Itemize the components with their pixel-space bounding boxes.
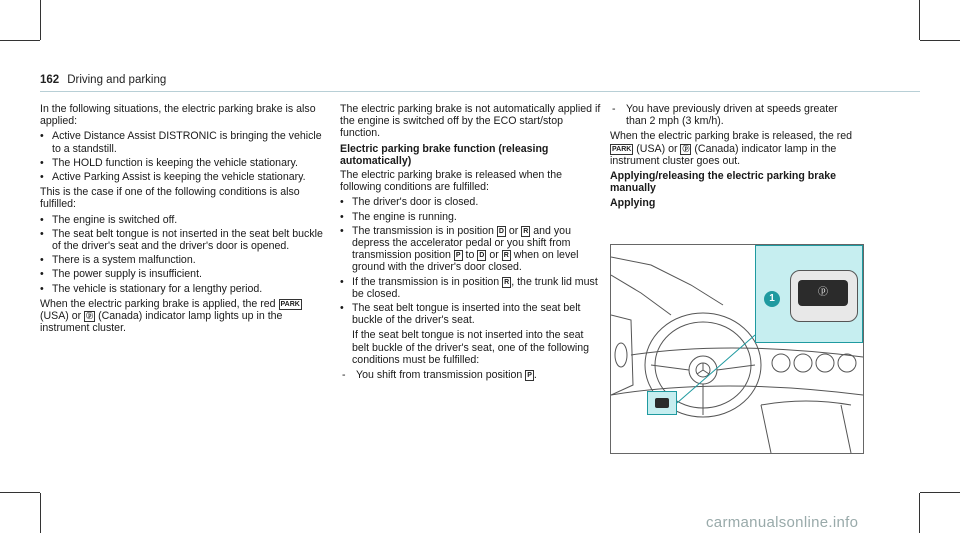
text: (Canada) indicator lamp lights up in the instrument cluster. bbox=[40, 310, 283, 335]
park-symbol-icon: PARK bbox=[612, 145, 632, 153]
dash-top-line bbox=[631, 348, 863, 357]
watermark: carmanualsonline.info bbox=[706, 514, 859, 531]
console-lines bbox=[761, 405, 851, 453]
gear-p-symbol-icon: P bbox=[527, 372, 532, 380]
list-item: - You have previously driven at speeds greater than 2 mph (3 km/h). bbox=[610, 103, 860, 127]
vent bbox=[816, 354, 834, 372]
text: If the transmission is in position bbox=[352, 275, 500, 288]
crop-mark bbox=[920, 40, 960, 41]
callout-number bbox=[764, 291, 780, 307]
gear-p-symbol-icon: P bbox=[455, 252, 461, 260]
text: If the seat belt tongue is not inserted into the seat belt buckle of the driver's seat, one of the following conditions must be fulfilled: bbox=[352, 329, 589, 366]
text: You shift from transmission position bbox=[356, 369, 523, 382]
text: or bbox=[508, 224, 519, 237]
list-item: • The vehicle is stationary for a lengthy period. bbox=[40, 283, 330, 295]
header-rule bbox=[40, 91, 920, 92]
side-vent bbox=[615, 343, 627, 367]
pillar-line bbox=[611, 275, 671, 315]
list-item: • Active Distance Assist DISTRONIC is bringing the vehicle to a standstill. bbox=[40, 130, 330, 154]
callout-inset bbox=[755, 245, 863, 343]
text: and you depress the accelerator pedal or you shift from transmission position bbox=[352, 224, 571, 262]
text: The transmission is in position bbox=[352, 224, 494, 237]
windshield-line bbox=[611, 257, 723, 305]
parking-brake-symbol-icon: ⓟ bbox=[682, 145, 690, 153]
bullet-list bbox=[340, 196, 602, 366]
list-item bbox=[340, 225, 602, 274]
vent bbox=[794, 354, 812, 372]
bullet-list bbox=[40, 130, 330, 183]
crop-mark bbox=[920, 492, 960, 493]
crop-mark bbox=[919, 493, 920, 533]
text: , the trunk lid must be closed. bbox=[352, 275, 598, 300]
list-item: • The HOLD function is keeping the vehicle stationary. bbox=[40, 157, 330, 169]
gear-r-symbol-icon: R bbox=[504, 278, 510, 286]
column-2 bbox=[340, 103, 602, 384]
callout-label: 1 bbox=[769, 293, 775, 304]
section-heading: Electric parking brake function (releasing automatically) bbox=[340, 142, 549, 167]
paragraph bbox=[610, 130, 860, 167]
park-symbol-icon: PARK bbox=[280, 300, 300, 308]
crop-mark bbox=[0, 492, 40, 493]
page-header bbox=[40, 74, 166, 86]
parking-brake-symbol-icon: ⓟ bbox=[818, 287, 828, 298]
list-item: • The engine is switched off. bbox=[40, 214, 330, 226]
crop-mark bbox=[0, 40, 40, 41]
switch-mini bbox=[655, 398, 669, 408]
text: (USA) or bbox=[636, 142, 678, 155]
list-item bbox=[340, 276, 602, 300]
page-number: 162 bbox=[40, 74, 60, 86]
paragraph: In the following situations, the electric parking brake is also applied: bbox=[40, 103, 316, 128]
parking-brake-symbol-icon: ⓟ bbox=[86, 313, 94, 321]
list-item: • The seat belt tongue is not inserted in the seat belt buckle of the driver's seat and the driver's door is opened. bbox=[40, 228, 330, 252]
gear-d-symbol-icon: D bbox=[479, 252, 485, 260]
paragraph: The electric parking brake is released when the following conditions are fulfilled: bbox=[340, 169, 562, 194]
list-item: • Active Parking Assist is keeping the vehicle stationary. bbox=[40, 171, 330, 183]
text: or bbox=[489, 249, 499, 262]
text: The seat belt tongue is inserted into the seat belt buckle of the driver's seat. bbox=[352, 302, 581, 327]
door-panel bbox=[611, 315, 633, 395]
bullet-list bbox=[40, 214, 330, 295]
vent bbox=[772, 354, 790, 372]
list-item: • The power supply is insufficient. bbox=[40, 268, 330, 280]
text: to bbox=[465, 249, 475, 262]
text: When the electric parking brake is released, the red bbox=[610, 130, 853, 143]
list-item: • The driver's door is closed. bbox=[340, 196, 602, 208]
crop-mark bbox=[40, 493, 41, 533]
dashboard-illustration bbox=[610, 244, 864, 454]
text: (USA) or bbox=[40, 310, 82, 323]
gear-r-symbol-icon: R bbox=[523, 227, 529, 235]
crop-mark bbox=[919, 0, 920, 40]
console-top bbox=[761, 401, 851, 405]
text: (Canada) indicator lamp in the instrument cluster goes out. bbox=[610, 142, 837, 167]
text: When the electric parking brake is applied, the red bbox=[40, 297, 276, 310]
list-item: • There is a system malfunction. bbox=[40, 254, 330, 266]
dash-list bbox=[340, 369, 602, 381]
paragraph: This is the case if one of the following conditions is also fulfilled: bbox=[40, 186, 300, 211]
switch-location-highlight bbox=[647, 391, 677, 415]
paragraph: The electric parking brake is not automatically applied if the engine is switched off by the ECO start/stop function. bbox=[340, 103, 601, 140]
column-3 bbox=[610, 103, 860, 212]
dash-list bbox=[610, 103, 860, 127]
subheading: Applying bbox=[610, 197, 656, 210]
text: when on level ground with the driver's door closed. bbox=[352, 249, 579, 274]
paragraph bbox=[40, 298, 330, 335]
vent bbox=[838, 354, 856, 372]
parking-brake-switch bbox=[798, 280, 848, 306]
crop-mark bbox=[40, 0, 41, 40]
column-1 bbox=[40, 103, 330, 337]
gear-d-symbol-icon: D bbox=[498, 227, 504, 235]
list-item: - You shift from transmission position P . bbox=[340, 369, 602, 381]
section-heading: Applying/releasing the electric parking brake manually bbox=[610, 170, 837, 195]
section-title: Driving and parking bbox=[67, 74, 167, 86]
gear-r-symbol-icon: R bbox=[503, 252, 509, 260]
list-item: • The engine is running. bbox=[340, 211, 602, 223]
list-item bbox=[340, 302, 602, 366]
